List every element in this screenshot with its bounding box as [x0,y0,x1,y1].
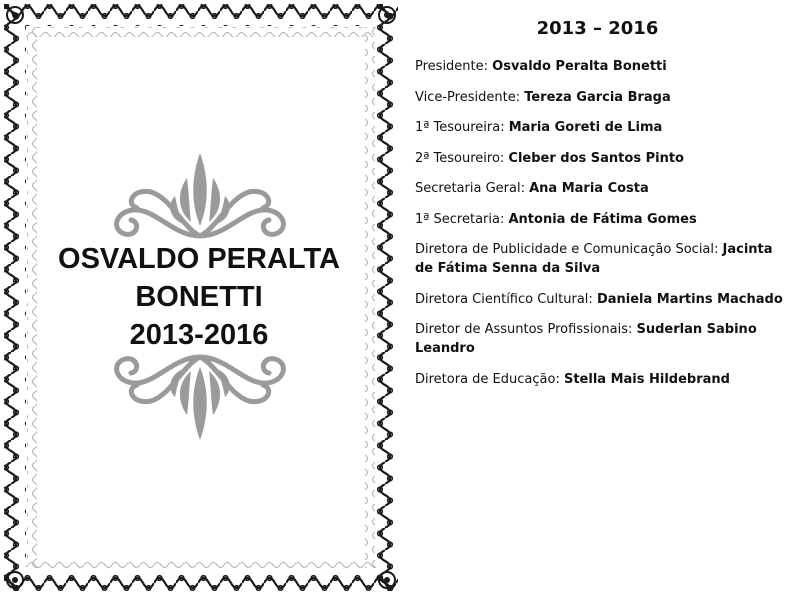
list-item [415,320,795,358]
member-name: Antonia de Fátima Gomes [508,211,697,227]
member-role: Vice-Presidente: [415,89,525,105]
list-item [415,179,795,198]
list-item [415,88,795,107]
member-role: Diretor de Assuntos Profissionais: [415,322,637,337]
list-item [415,210,795,229]
list-item [415,118,795,137]
member-role: 2ª Tesoureiro: [415,150,509,166]
scroll-flourish-icon [103,148,298,243]
member-name: Cleber dos Santos Pinto [508,150,684,166]
member-role: Secretaria Geral: [415,181,530,196]
member-list [415,57,795,389]
member-role: 1ª Tesoureira: [415,120,509,135]
list-item [415,149,795,168]
card-title-line: BONETTI [135,281,263,313]
card-title-line: OSVALDO PERALTA [58,243,340,275]
card-title-line: 2013-2016 [129,319,269,351]
list-item [415,370,795,389]
board-period: 2013 – 2016 [536,18,659,39]
list-item [415,290,795,309]
member-name: Jacinta de Fátima Senna da Silva [415,242,773,276]
member-name: Osvaldo Peralta Bonetti [492,59,667,74]
card-title [24,240,374,354]
member-name: Suderlan Sabino Leandro [415,322,757,356]
member-name: Daniela Martins Machado [596,291,783,307]
board-of-directors [415,14,795,400]
scroll-flourish-icon [103,350,298,445]
member-name: Tereza Garcia Braga [524,89,671,105]
member-role: Diretora de Publicidade e Comunicação Social: [415,242,723,257]
member-role: Presidente: [415,59,493,74]
list-item [415,57,795,76]
list-item [415,240,795,278]
member-role: Diretora Científico Cultural: [415,291,597,307]
member-name: Ana Maria Costa [529,181,649,196]
member-role: 1ª Secretaria: [415,211,509,227]
member-role: Diretora de Educação: [415,371,564,387]
member-name: Stella Mais Hildebrand [563,371,730,387]
member-name: Maria Goreti de Lima [508,120,663,135]
